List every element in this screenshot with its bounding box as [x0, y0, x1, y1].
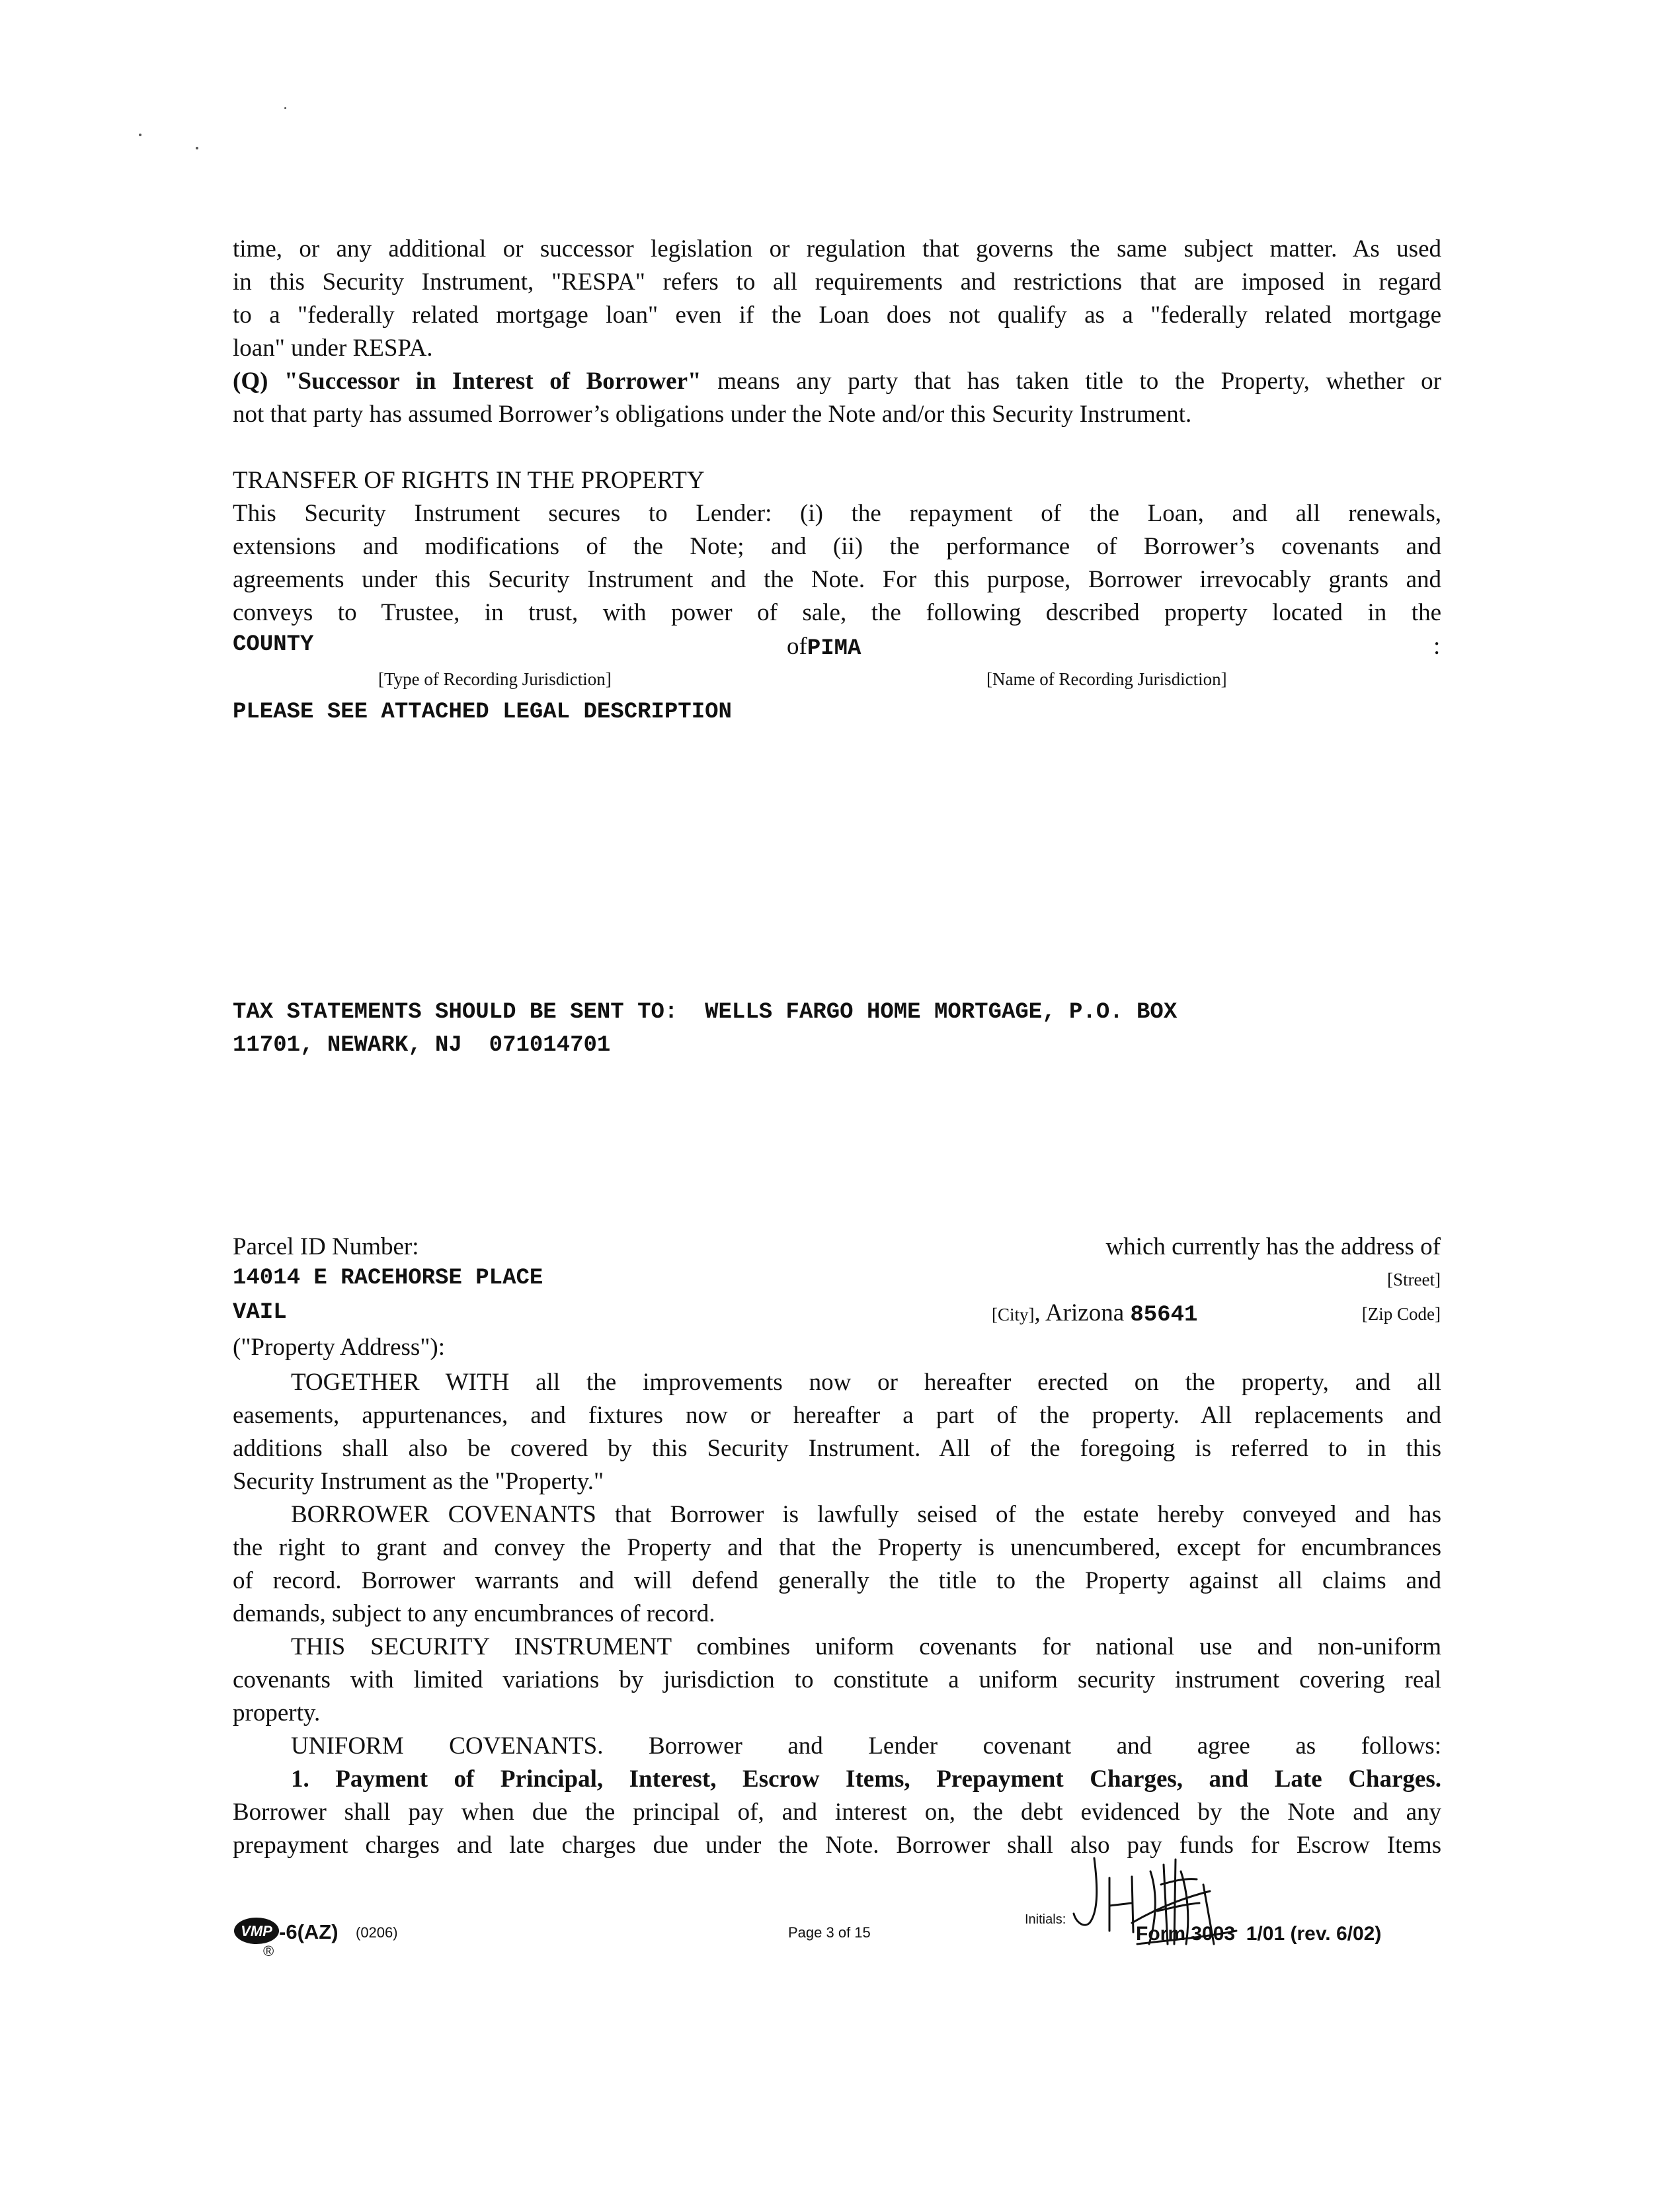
jurisdiction-name: PIMA	[807, 636, 861, 661]
zip-code: 85641	[1130, 1303, 1198, 1328]
instrument-line: covenants with limited variations by jurisdiction to constitute a uniform security instrument covering real	[233, 1666, 1441, 1693]
svg-text:VMP: VMP	[241, 1923, 272, 1939]
definition-q-line: not that party has assumed Borrower’s obligations under the Note and/or this Security Instrument.	[233, 401, 1192, 428]
together-with-line: easements, appurtenances, and fixtures now or hereafter a part of the property. All replacements and	[233, 1402, 1441, 1429]
uniform-covenants-line: UNIFORM COVENANTS. Borrower and Lender covenant and agree as follows:	[291, 1732, 1441, 1760]
street-caption: [Street]	[1387, 1270, 1441, 1289]
borrower-covenants-line: demands, subject to any encumbrances of record.	[233, 1600, 715, 1627]
city-state-zip	[992, 1299, 1197, 1328]
jurisdiction-name-caption: [Name of Recording Jurisdiction]	[986, 669, 1227, 689]
borrower-covenants-line: of record. Borrower warrants and will defend generally the title to the Property against all claims and	[233, 1567, 1441, 1594]
section-1-title: 1. Payment of Principal, Interest, Escrow Items, Prepayment Charges, and Late Charges.	[291, 1766, 1441, 1793]
jurisdiction-type-caption: [Type of Recording Jurisdiction]	[378, 669, 612, 689]
property-address-label: ("Property Address"):	[233, 1334, 446, 1361]
section-1-line: Borrower shall pay when due the principal of, and interest on, the debt evidenced by the Note and any	[233, 1799, 1441, 1826]
form-date: (0206)	[356, 1924, 398, 1941]
respa-paragraph-line: to a "federally related mortgage loan" even if the Loan does not qualify as a "federally related mortgage	[233, 302, 1441, 329]
initials-label: Initials:	[1025, 1912, 1066, 1927]
state: , Arizona	[1034, 1299, 1125, 1326]
transfer-heading: TRANSFER OF RIGHTS IN THE PROPERTY	[233, 467, 705, 494]
jurisdiction-type: COUNTY	[233, 632, 314, 657]
transfer-line: This Security Instrument secures to Lender: (i) the repayment of the Loan, and all renewals,	[233, 500, 1441, 527]
together-with-line: Security Instrument as the "Property."	[233, 1468, 604, 1495]
transfer-line: agreements under this Security Instrument and the Note. For this purpose, Borrower irrevocably grants and	[233, 566, 1441, 593]
form-number: Form 3003 1/01 (rev. 6/02)	[1136, 1923, 1382, 1945]
together-with-line: TOGETHER WITH all the improvements now or hereafter erected on the property, and all	[291, 1369, 1441, 1396]
instrument-line: THIS SECURITY INSTRUMENT combines uniform covenants for national use and non-uniform	[291, 1633, 1441, 1660]
respa-paragraph-line: in this Security Instrument, "RESPA" refers to all requirements and restrictions that are imposed in regard	[233, 268, 1441, 296]
address-intro: which currently has the address of	[1105, 1233, 1441, 1260]
definition-q	[233, 365, 1441, 398]
tax-statements-line: 11701, NEWARK, NJ 071014701	[233, 1033, 611, 1058]
definition-q-label: (Q)	[233, 368, 268, 395]
respa-paragraph-line: time, or any additional or successor legislation or regulation that governs the same subject matter. As used	[233, 235, 1441, 263]
transfer-line: conveys to Trustee, in trust, with power of sale, the following described property located in the	[233, 599, 1441, 626]
scan-speck	[139, 134, 141, 136]
registered-mark: ®	[263, 1943, 274, 1959]
city-caption: [City]	[992, 1305, 1035, 1324]
definition-q-term: "Successor in Interest of Borrower"	[284, 368, 701, 395]
jurisdiction-of: ofPIMA	[787, 633, 861, 661]
scan-speck	[284, 107, 286, 109]
transfer-line: extensions and modifications of the Note; and (ii) the performance of Borrower’s covenants and	[233, 533, 1441, 560]
legal-description: PLEASE SEE ATTACHED LEGAL DESCRIPTION	[233, 700, 732, 725]
respa-paragraph-line: loan" under RESPA.	[233, 335, 433, 362]
instrument-line: property.	[233, 1699, 321, 1727]
page-number: Page 3 of 15	[788, 1924, 871, 1941]
borrower-covenants-line: BORROWER COVENANTS that Borrower is lawfully seised of the estate hereby conveyed and has	[291, 1501, 1441, 1528]
zip-caption: [Zip Code]	[1361, 1304, 1441, 1324]
section-1-line: prepayment charges and late charges due under the Note. Borrower shall also pay funds for Escrow Items	[233, 1832, 1441, 1859]
jurisdiction-colon: :	[1433, 633, 1441, 660]
form-code: -6(AZ)	[279, 1920, 339, 1943]
scan-speck	[196, 147, 198, 149]
borrower-covenants-line: the right to grant and convey the Property and that the Property is unencumbered, except for encumbrances	[233, 1534, 1441, 1561]
city: VAIL	[233, 1300, 287, 1325]
street-address: 14014 E RACEHORSE PLACE	[233, 1266, 543, 1291]
tax-statements-line: TAX STATEMENTS SHOULD BE SENT TO: WELLS FARGO HOME MORTGAGE, P.O. BOX	[233, 1000, 1178, 1025]
definition-q-text: means any party that has taken title to the Property, whether or	[701, 368, 1441, 395]
together-with-line: additions shall also be covered by this Security Instrument. All of the foregoing is referred to in this	[233, 1435, 1441, 1462]
parcel-id-label: Parcel ID Number:	[233, 1233, 419, 1260]
handwritten-initials	[1058, 1845, 1256, 1957]
